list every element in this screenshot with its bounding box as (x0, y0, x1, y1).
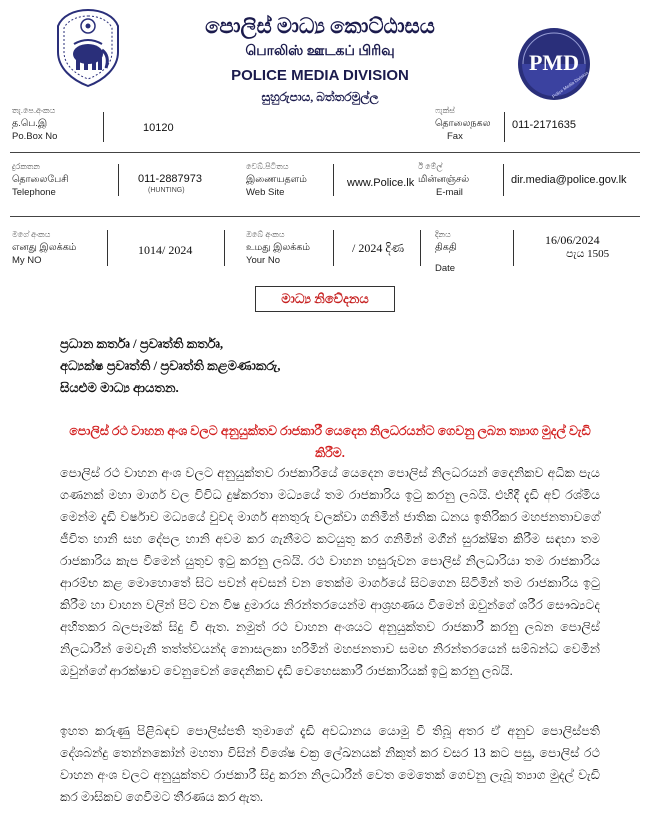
pobox-label (12, 104, 57, 143)
website-label-en: Web Site (246, 187, 285, 198)
bracket (333, 230, 340, 266)
your-no-value: / 2024 දිණ (352, 241, 405, 255)
website-label-ta: இணையதளம் (246, 174, 307, 185)
bracket (218, 230, 225, 266)
email-label-en: E-mail (436, 187, 463, 198)
telephone-label-en: Telephone (12, 187, 56, 198)
fax-label-ta: தொலைநகல (435, 118, 491, 129)
pobox-label-en: Po.Box No (12, 131, 58, 142)
divider (10, 216, 640, 217)
bracket (118, 164, 125, 196)
telephone-label (12, 160, 69, 199)
date-value: 16/06/2024 (545, 233, 600, 247)
pmd-logo-text: PMD (528, 50, 580, 75)
email-label (418, 160, 469, 199)
my-no-label-en: My NO (12, 255, 42, 266)
email-label-ta: மின்னஞ்சல் (418, 174, 470, 185)
pobox-label-si: තැ.පෙ.අංකය (12, 106, 56, 115)
addressee-line: සියළුම මාධ්‍ය ආයතන. (60, 380, 179, 395)
fax-label-si: ෆැක්ස් (435, 106, 455, 115)
website-label-si: වෙබ්.පිටිතය (246, 162, 289, 171)
fax-label-en: Fax (447, 131, 463, 142)
header-title-tamil: பொலிஸ் ஊடகப் பிரிவு (245, 44, 395, 59)
fax-label (435, 104, 490, 143)
date-label-ta: திகதி (435, 242, 457, 253)
bracket (513, 230, 520, 266)
date-label-si: දිනය (435, 230, 451, 239)
my-no-label-ta: எனது இலக்கம் (12, 242, 77, 253)
your-no-label-ta: உமது இலக்கம் (246, 242, 311, 253)
header-title-english: POLICE MEDIA DIVISION (231, 67, 409, 84)
pobox-label-ta: த.பெ.இ (12, 118, 48, 129)
addressee-line: අධ්‍යක්ෂ ප්‍රවෘත්ති / ප්‍රවෘත්ති කළමණාකරු, (60, 358, 281, 373)
date-label-en: Date (435, 263, 456, 274)
telephone-note: (HUNTING) (148, 187, 185, 194)
website-value[interactable]: www.Police.lk (347, 177, 415, 189)
bracket (504, 112, 511, 142)
body-paragraph: පොලිස් රථ වාහන අංශ වලට අනුයුක්තව රාජකාරියේ යෙදෙන පොලිස් නිලධරයන් දෛනිකව අධික පැය ගණනක් මහා මාර්ග වල විවිධ දුෂ්කරතා මධ්‍යයේ තම රාජකාරිය ඉටු කරනු ලබයි. එහිදී දැඩි අව් රශ්මිය මෙන්ම දැඩි වර්ෂාව මධ්‍යයේ වුවද මාර්ග අනතුරු වලක්වා ගනිමින් ජාතික ධනය ඉතිරිකර මහජනතාවගේ ජීවිත හානි සහ දේපල හානි අවම කර ගැනීමට කටයුතු කර ගනිමින් මගීන් සුරක්ෂිත කිරීම සඳහා තම රාජකාරිය කැප වීමෙන් යුතුව ඉටු කරනු ලබයි. රථ වාහන හසුරුවන පොලිස් නිලධාරියා තම රාජකාරිය ආරම්භ කළ මොහොතේ සිට පවන් අවසන් වන තෙක්ම මාර්ගයේ සිටගෙන සිටිමින් තම රාජකාරිය ඉටු කිරීම හා වාහන වලින් පිට වන විෂ දුමාරය නිරන්තරයෙන්ම ආශ්‍රහණය වීමෙන් ඔවුන්ගේ ශරීර සෞඛ්‍යටද අහිතකර බලපෑමක් සිදු වී ඇත. නමුත් රථ වාහන අංශයට අනුයුක්තව රාජකාරී කරනු ලබන පොලිස් නිලධාරීන් මෙවැනි තත්ත්වයන්ද නොසලකා හරිමින් මහජනතාව සමඟ නිරන්තරයෙන් සම්බන්ධ වෙමින් ඔවුන්ගේ ආරක්ෂාව වෙනුවෙන් දෛනිකව දැඩි වෙහෙසකාරී රාජකාරියක් ඉටු කරනු ලබයි. (60, 466, 600, 678)
pmd-logo (508, 24, 600, 104)
bracket (414, 230, 421, 266)
notice-title: මාධ්‍ය නිවේදනය (255, 286, 395, 312)
telephone-label-si: දුරකතන (12, 162, 40, 171)
divider (10, 152, 640, 153)
header-title-sinhala: පොලිස් මාධ්‍ය කොට්ඨාසය (205, 14, 435, 38)
date-label (435, 228, 457, 275)
your-no-label-si: ඔබේ අංකය (246, 230, 285, 239)
fax-value: 011-2171635 (512, 119, 577, 131)
bracket (103, 112, 110, 142)
body-paragraph: ඉහත කරුණු පිළිබඳව පොලිස්පති තුමාගේ දැඩි අවධානය යොමු වී තිබූ අතර ඒ අනුව පොලිස්පති දේශබන්දු තෙන්නකෝන් මහතා විසින් විශේෂ චක්‍ර ලේඛනයක් නිකුත් කර වසර 13 කට පසු, පොලිස් රථ වාහන අංශ වලට අනුයුක්තව රාජකාරී සිදු කරන නිලධාරීන් වෙත මෙතෙක් ගෙවනු ලැබූ ත්‍යාග මුදල් වැඩි කර මාසිකව ගෙවීමට තීරණය කර ඇත. (60, 724, 600, 804)
telephone-value: 011-2887973 (138, 173, 203, 185)
telephone-label-ta: தொலைபேசி (12, 174, 69, 185)
header-address: සුහුරුපාය, බත්තරමුල්ල (261, 90, 379, 104)
my-no-value: 1014/ 2024 (138, 243, 193, 257)
bracket (107, 230, 114, 266)
my-no-label (12, 228, 76, 267)
addressee-line: ප්‍රධාන කර්තෘ / ප්‍රවෘත්ති කර්තෘ, (60, 336, 224, 351)
pobox-value: 10120 (143, 122, 174, 134)
date-time: පැය 1505 (566, 248, 610, 260)
email-label-si: ඊ මේල් (418, 162, 443, 171)
your-no-label (246, 228, 310, 267)
my-no-label-si: මගේ අංකය (12, 230, 51, 239)
pmd-logo-ring-text: Police Media Division (551, 70, 590, 100)
subject-line: පොලිස් රථ වාහන අංශ වලට අනුයුක්තව රාජකාරී යෙදෙන නිලධරයන්ට ගෙවනු ලබන ත්‍යාග මුදල් වැඩි කිරීම. (69, 424, 591, 460)
bracket (503, 164, 510, 196)
email-value[interactable]: dir.media@police.gov.lk (511, 174, 627, 186)
bracket (333, 164, 340, 196)
your-no-label-en: Your No (246, 255, 280, 266)
website-label (246, 160, 307, 199)
